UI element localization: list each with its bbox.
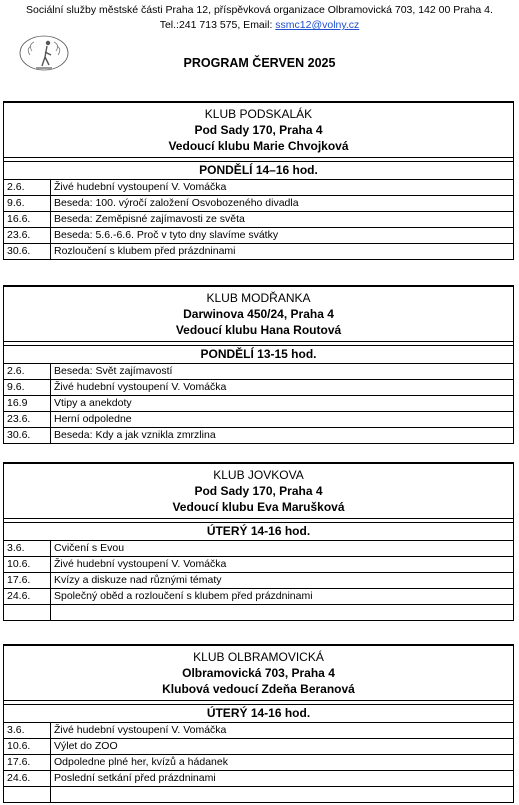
row-date: 3.6.	[4, 723, 51, 739]
table-row	[4, 589, 514, 605]
table-row	[4, 364, 514, 380]
club-section-modranka	[3, 285, 514, 444]
row-date: 17.6.	[4, 573, 51, 589]
table-row	[4, 787, 514, 803]
row-activity: Beseda: Zeměpisné zajímavosti ze světa	[51, 212, 514, 228]
row-activity: Kvízy a diskuze nad různými tématy	[51, 573, 514, 589]
club-header	[3, 644, 514, 700]
club-address: Pod Sady 170, Praha 4	[194, 123, 323, 137]
club-leader: Klubová vedoucí Zdeňa Beranová	[162, 682, 355, 696]
email-link[interactable]: ssmc12@volny.cz	[275, 19, 360, 31]
organization-header: Sociální služby městské části Praha 12, příspěvková organizace Olbramovická 703, 142 00 Praha 4.	[26, 4, 493, 16]
program-table	[3, 179, 514, 260]
table-row	[4, 396, 514, 412]
page-title: PROGRAM ČERVEN 2025	[183, 56, 336, 70]
club-address: Olbramovická 703, Praha 4	[182, 666, 335, 680]
club-section-jovkova	[3, 462, 514, 621]
table-row	[4, 180, 514, 196]
row-date: 17.6.	[4, 755, 51, 771]
club-section-podskalak	[3, 101, 514, 260]
row-date: 30.6.	[4, 428, 51, 444]
contact-phone: Tel.:241 713 575, Email:	[159, 19, 276, 31]
row-activity: Živé hudební vystoupení V. Vomáčka	[51, 380, 514, 396]
row-date: 23.6.	[4, 412, 51, 428]
club-day-time: PONDĚLÍ 13-15 hod.	[3, 345, 514, 363]
program-table	[3, 722, 514, 803]
row-activity: Živé hudební vystoupení V. Vomáčka	[51, 723, 514, 739]
table-row	[4, 212, 514, 228]
table-row	[4, 228, 514, 244]
row-date: 16.9	[4, 396, 51, 412]
club-header	[3, 101, 514, 157]
row-date: 30.6.	[4, 244, 51, 260]
club-header	[3, 285, 514, 341]
row-activity	[51, 787, 514, 803]
club-name: KLUB JOVKOVA	[213, 468, 304, 482]
row-date: 23.6.	[4, 228, 51, 244]
row-date	[4, 605, 51, 621]
row-date	[4, 787, 51, 803]
table-row	[4, 541, 514, 557]
row-activity: Beseda: 100. výročí založení Osvobozeného divadla	[51, 196, 514, 212]
row-activity: Odpoledne plné her, kvízů a hádanek	[51, 755, 514, 771]
row-date: 3.6.	[4, 541, 51, 557]
club-day-time: ÚTERÝ 14-16 hod.	[3, 704, 514, 722]
club-day-time: ÚTERÝ 14-16 hod.	[3, 522, 514, 540]
table-row	[4, 605, 514, 621]
row-date: 24.6.	[4, 771, 51, 787]
table-row	[4, 771, 514, 787]
row-date: 16.6.	[4, 212, 51, 228]
program-table	[3, 540, 514, 621]
row-activity: Beseda: Svět zajímavostí	[51, 364, 514, 380]
row-activity: Výlet do ZOO	[51, 739, 514, 755]
row-activity: Poslední setkání před prázdninami	[51, 771, 514, 787]
row-activity: Rozloučení s klubem před prázdninami	[51, 244, 514, 260]
row-activity: Živé hudební vystoupení V. Vomáčka	[51, 557, 514, 573]
row-date: 10.6.	[4, 739, 51, 755]
table-row	[4, 755, 514, 771]
row-date: 9.6.	[4, 196, 51, 212]
table-row	[4, 196, 514, 212]
club-day-time: PONDĚLÍ 14–16 hod.	[3, 161, 514, 179]
club-leader: Vedoucí klubu Marie Chvojková	[168, 139, 349, 153]
row-activity: Beseda: Kdy a jak vznikla zmrzlina	[51, 428, 514, 444]
row-activity: Beseda: 5.6.-6.6. Proč v tyto dny slavíme svátky	[51, 228, 514, 244]
row-date: 2.6.	[4, 180, 51, 196]
table-row	[4, 557, 514, 573]
table-row	[4, 723, 514, 739]
row-activity: Živé hudební vystoupení V. Vomáčka	[51, 180, 514, 196]
table-row	[4, 428, 514, 444]
table-row	[4, 739, 514, 755]
club-section-olbramovicka	[3, 644, 514, 803]
row-date: 24.6.	[4, 589, 51, 605]
row-activity: Společný oběd a rozloučení s klubem před prázdninami	[51, 589, 514, 605]
club-address: Pod Sady 170, Praha 4	[194, 484, 323, 498]
club-leader: Vedoucí klubu Hana Routová	[175, 323, 342, 337]
row-date: 9.6.	[4, 380, 51, 396]
row-date: 10.6.	[4, 557, 51, 573]
contact-line	[0, 19, 519, 31]
club-name: KLUB MODŘANKA	[206, 291, 311, 305]
row-activity: Vtipy a anekdoty	[51, 396, 514, 412]
row-activity: Herní odpoledne	[51, 412, 514, 428]
table-row	[4, 573, 514, 589]
club-leader: Vedoucí klubu Eva Marušková	[172, 500, 345, 514]
program-table	[3, 363, 514, 444]
club-address: Darwinova 450/24, Praha 4	[183, 307, 334, 321]
club-header	[3, 462, 514, 518]
table-row	[4, 412, 514, 428]
row-date: 2.6.	[4, 364, 51, 380]
table-row	[4, 244, 514, 260]
row-activity	[51, 605, 514, 621]
row-activity: Cvičení s Evou	[51, 541, 514, 557]
club-name: KLUB PODSKALÁK	[204, 107, 313, 121]
table-row	[4, 380, 514, 396]
club-name: KLUB OLBRAMOVICKÁ	[193, 650, 324, 664]
